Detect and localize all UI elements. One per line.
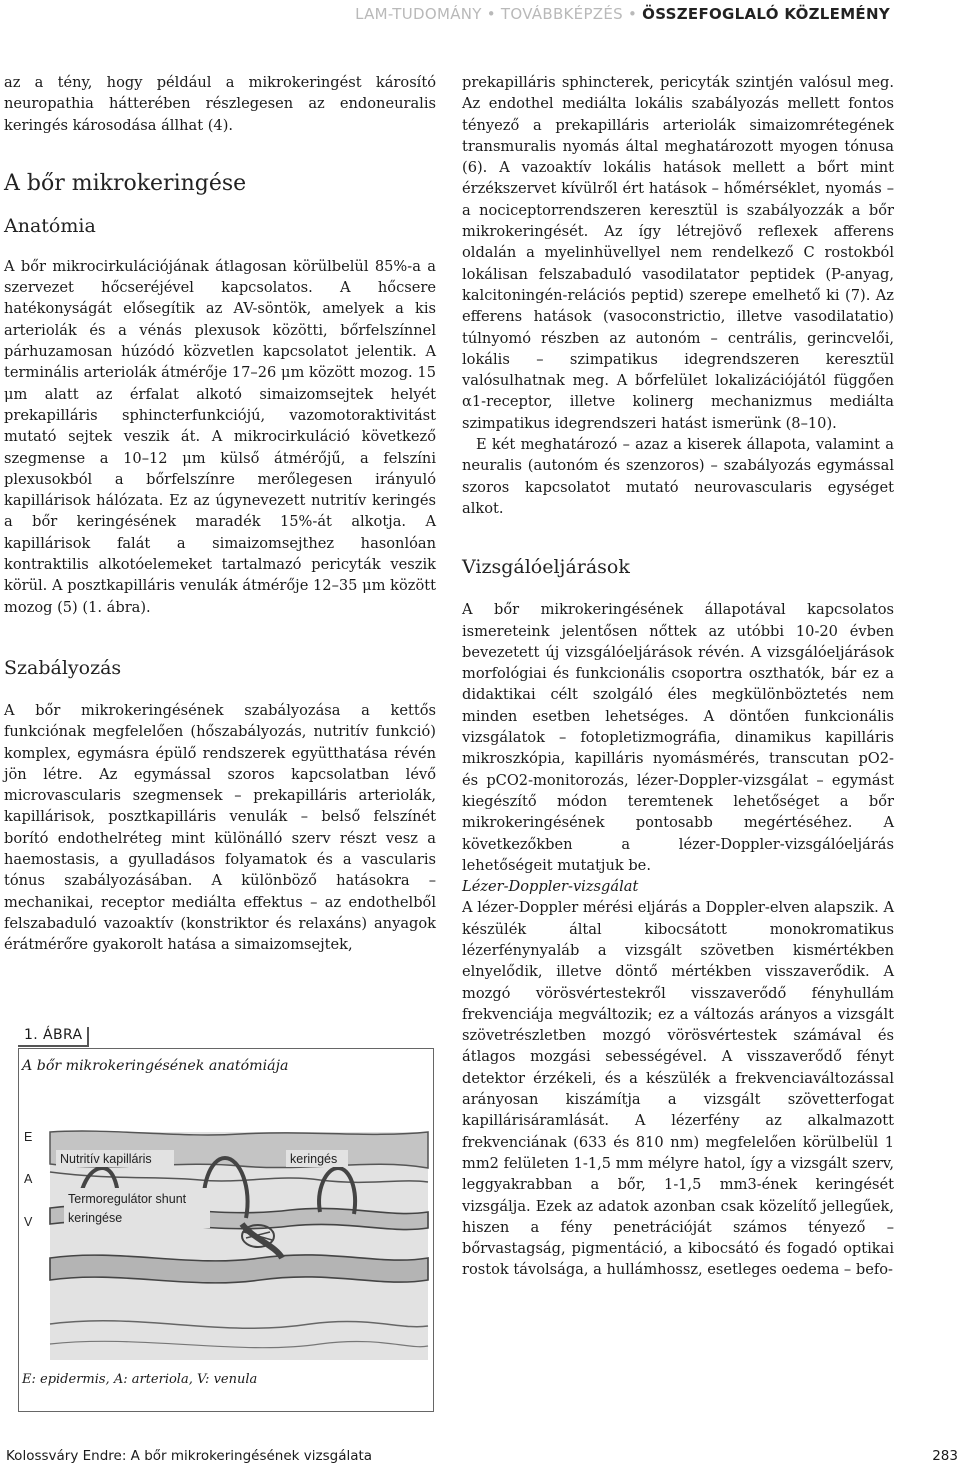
regulation-paragraph: A bőr mikrokeringésének szabályozása a kettős funkciónak megfelelően (hőszabályozás, nutritív funkció) komplex, egymásra épülő rendszerek együtthatása révén jön létre. Az egymással szoros kapcsolatban lévő microvascularis szegmensek – prekapilláris arteriolák, kapillárisok, posztkapilláris venulák – belső felszínét borító endothelréteg mint különálló szerv részt vesz a haemostasis, a gyulladásos folyamatok és a vascularis tónus szabályozásában. A különböző hatásokra – mechanikai, receptor mediálta effektus – az endothelből felszabaduló vazoaktív (konstriktor és relaxáns) anyagok érátmérőre gyakorolt hatása a simaizomsejtek,	[4, 701, 436, 954]
layer-label-a: A	[24, 1172, 33, 1186]
laser-doppler-paragraph: A lézer-Doppler mérési eljárás a Doppler-elven alapszik. A készülék által kibocsátott monokromatikus lézerfénynyaláb a vizsgált szövetben kismértékben elnyelődik, illetve döntő mértékben visszaverődik. A mozgó vörösvértestekről visszaverődő fényhullám frekvenciája megváltozik; ez a változás arányos a vizsgált szövetrészletben mozgó vörösvértestek számával és átlagos mozgási sebességével. A visszaverődő fényt detektor érzékeli, és a készülék a frekvenciaváltozással arányosan kiszámítja a vizsgált szövetterfogat kapillárisáramlását. A lézerfény az alkalmazott frekvenciának (633 és 810 nm) megfelelően körülbelül 1 mm2 felületen 1-1,5 mm mélyre hatol, így a vizsgált szerv, leggyakrabban a bőr, 1-1,5 mm3-ének keringését vizsgálja. Ezek az adatok azonban csak közelítő jellegűek, hiszen a fény penetrációját számos tényező – bőrvastagság, pigmentáció, a kibocsátó és fogadó optikai rostok távolsága, a hullámhossz, esetleges oedema – befo-	[462, 899, 894, 1279]
label-shunt-circulation: keringése	[68, 1211, 123, 1225]
figure-caption: E: epidermis, A: arteriola, V: venula	[22, 1372, 258, 1387]
header-separator: •	[486, 5, 496, 23]
right-paragraph-2: E két meghatározó – azaz a kiserek állapota, valamint a neuralis (autonóm és szenzoros) – szabályozás egymással szoros kapcsolatot mutató neurovascularis egységet alkot.	[462, 436, 894, 517]
left-column	[4, 72, 436, 956]
page-number: 283	[932, 1448, 958, 1464]
laser-doppler-title: Lézer-Doppler-vizsgálat	[462, 878, 639, 896]
header-part-1: LAM-TUDOMÁNY	[355, 5, 482, 23]
anatomy-paragraph: A bőr mikrocirkulációjának átlagosan körülbelül 85%-a a szervezet hőcseréjével kapcsolatos. A hőcsere hatékonyságát elősegítik az AV-söntök, amelyek a kis arteriolák és a vénás plexusok közötti, bőrfelszínnel párhuzamosan húzódó közvetlen kapcsolatot jelentik. A terminális arteriolák átmérője 17–26 μm között mozog. 15 μm alatt az érfalat alkotó simaizomsejtek helyét prekapilláris sphincterfunkciójú, vazomotoraktivitást mutató sejtek veszik át. A mikrocirkuláció következő szegmense a 10–12 μm külső átmérőjű, a felszíni plexusokból a bőrfelszínre merőlegesen irányuló kapillárisok hálózata. Ez az úgynevezett nutritív keringés a bőr keringésének maradék 15%-át alkotja. A kapillárisok falát a simaizomsejthez hasonlóan kontraktilis alkotóelemeket tartalmazó pericyták veszik körül. A posztkapilláris venulák átmérője 12–35 μm között mozog (5) (1. ábra).	[4, 257, 436, 616]
layer-label-e: E	[24, 1130, 33, 1144]
regulation-title: Szabályozás	[4, 656, 122, 679]
figure-1	[18, 1024, 436, 1412]
methods-title: Vizsgálóeljárások	[462, 556, 630, 579]
anatomy-title: Anatómia	[4, 214, 96, 237]
footer-author-title: Kolossváry Endre: A bőr mikrokeringésének vizsgálata	[6, 1448, 373, 1464]
label-nutritive-capillary: Nutritív kapilláris	[60, 1152, 152, 1166]
running-header	[355, 0, 890, 28]
header-separator: •	[627, 5, 638, 23]
right-paragraph-1: prekapilláris sphincterek, pericyták szintjén valósul meg. Az endothel mediálta lokális szabályozás mellett fontos tényező a prekapilláris arteriolák simaizomrétegének transmuralis nyomás által meghatározott myogen tónusa (6). A vazoaktív lokális hatások mellett a bőrt mint érzékszervet kívülről ért hatások – hőmérséklet, nyomás – a nociceptorrendszeren keresztül is szabályozzák a bőr mikrokeringését. Az így létrejövő reflexek afferens oldalán a myelinhüvellyel nem rendelkező C rostokból lokálisan felszabaduló vasodilatator peptidek (P-anyag, kalcitoningén-relációs peptid) szerepe emelhető ki (7). Az efferens hatások (vasoconstrictio, illetve vasodilatatio) túlnyomó részben az autonóm – centrális, gerincvelői, lokális – szimpatikus idegrendszeren keresztül valósulhatnak meg. A bőrfelület lokalizációjától függően α1-receptor, illetve kolinerg mechanizmus mediálta szimpatikus idegrendszeri hatást ismerünk (8–10).	[462, 74, 894, 432]
label-thermoregulator-shunt: Termoregulátor shunt	[68, 1192, 187, 1206]
layer-label-v: V	[24, 1215, 33, 1229]
header-part-3: ÖSSZEFOGLALÓ KÖZLEMÉNY	[642, 5, 890, 23]
section-title: A bőr mikrokeringése	[4, 170, 247, 196]
skin-anatomy-illustration	[20, 1128, 430, 1364]
figure-title: A bőr mikrokeringésének anatómiája	[22, 1058, 289, 1074]
right-column	[462, 72, 894, 1281]
label-circulation: keringés	[290, 1152, 338, 1166]
intro-paragraph: az a tény, hogy például a mikrokeringést károsító neuropathia hátterében részlegesen az endoneuralis keringés károsodása állhat (4).	[4, 74, 436, 134]
methods-paragraph: A bőr mikrokeringésének állapotával kapcsolatos ismereteink jelentősen nőttek az utóbbi 10-20 évben bevezetett új vizsgálóeljárások révén. A vizsgálóeljárások morfológiai és funkcionális csoportra oszthatók, bár ez a didaktikai célt szolgáló éles megkülönböztetés nem minden esetben lehetséges. A döntően funkcionális vizsgálatok – fotopletizmográfia, dinamikus kapilláris mikroszkópia, kapilláris nyomásmérés, transcutan pO2- és pCO2-monitorozás, lézer-Doppler-vizsgálat – egymást kiegészítő módon teremtenek lehetőséget a bőr mikrokeringésének pontosabb megértéséhez. A következőkben a lézer-Doppler-vizsgálóeljárás lehetőségeit mutatjuk be.	[462, 601, 894, 874]
header-part-2: TOVÁBBKÉPZÉS	[500, 5, 623, 23]
figure-label: 1. ÁBRA	[18, 1027, 89, 1047]
